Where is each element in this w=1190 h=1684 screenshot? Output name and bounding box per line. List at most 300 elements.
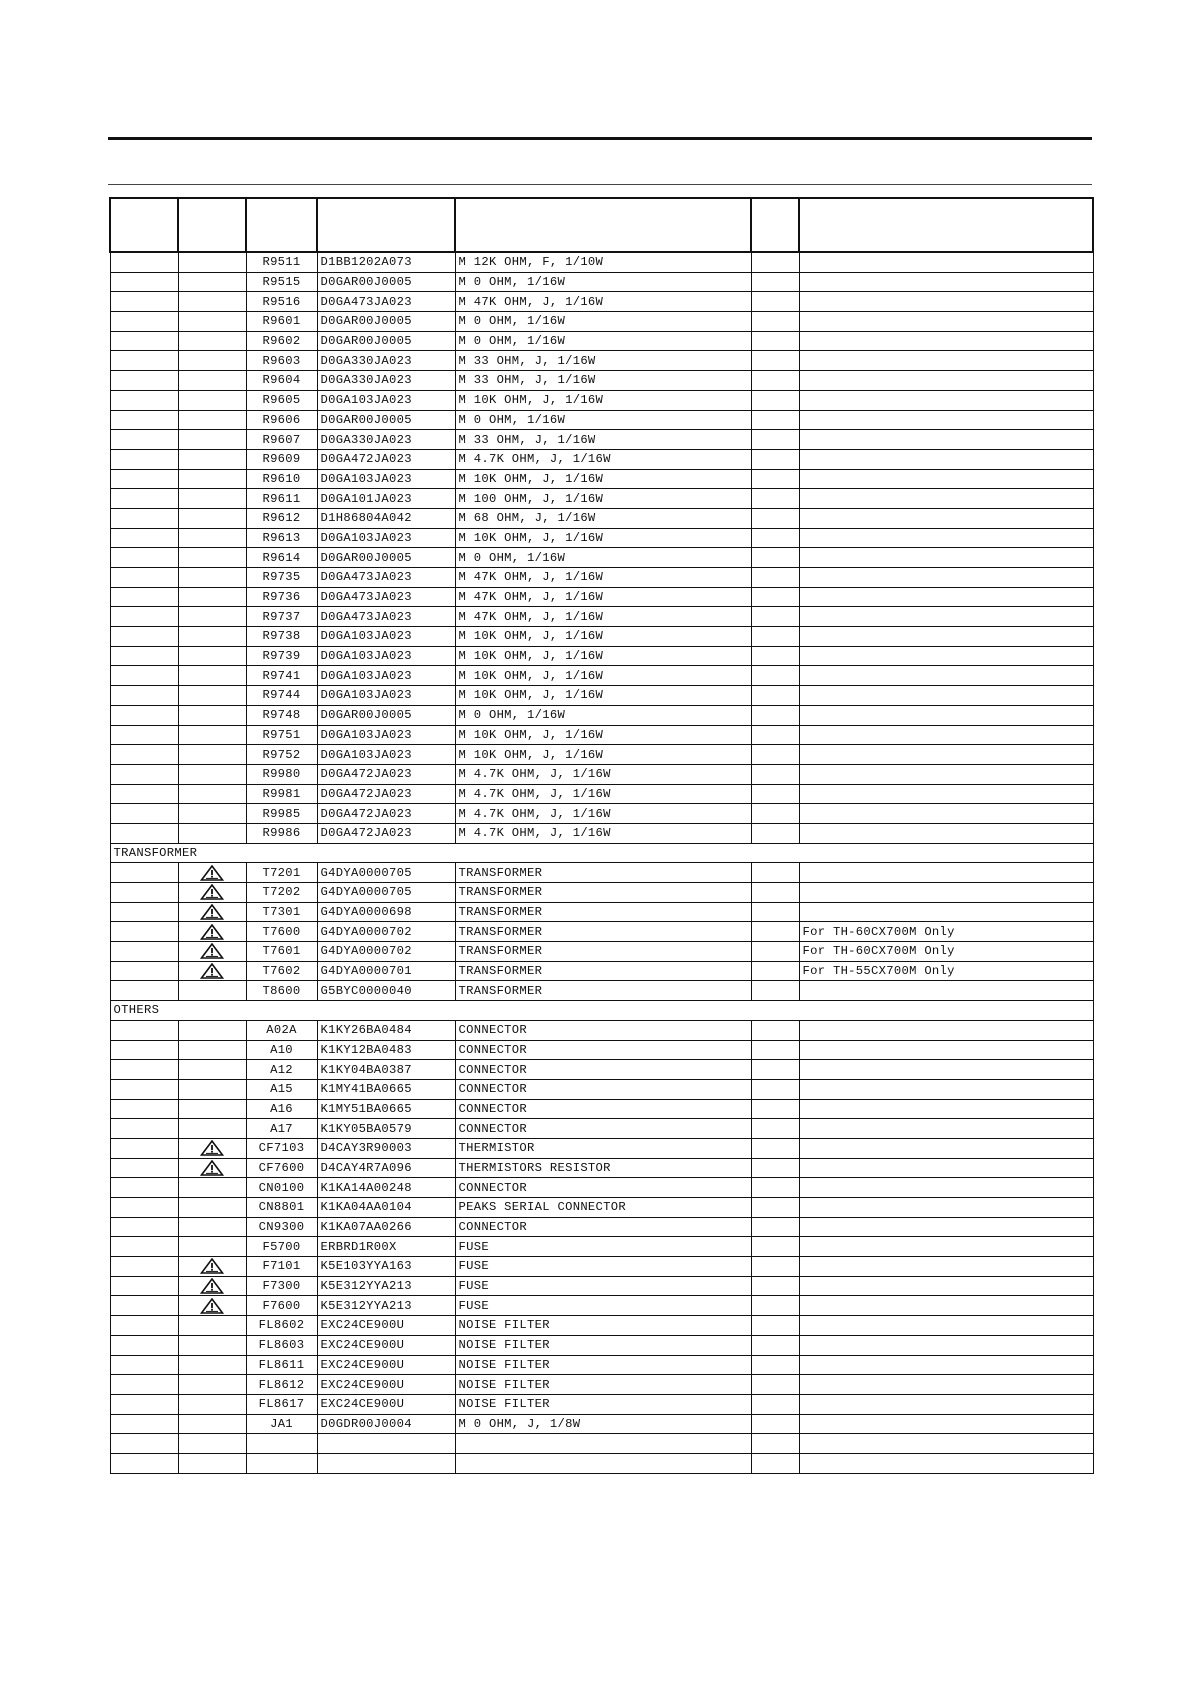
part-no-cell: D1H86804A042: [317, 508, 455, 528]
part-no-cell: D0GAR00J0005: [317, 312, 455, 332]
description-cell: CONNECTOR: [455, 1099, 751, 1119]
blank-cell: [246, 1453, 317, 1473]
safety-cell: [178, 607, 246, 627]
description-cell: NOISE FILTER: [455, 1375, 751, 1395]
change-cell: [110, 1060, 178, 1080]
ref-cell: A02A: [246, 1020, 317, 1040]
safety-cell: [178, 1158, 246, 1178]
ref-cell: F7101: [246, 1257, 317, 1277]
description-cell: TRANSFORMER: [455, 961, 751, 981]
ref-cell: T7600: [246, 922, 317, 942]
safety-cell: [178, 863, 246, 883]
remarks-cell: [799, 1178, 1093, 1198]
change-cell: [110, 1040, 178, 1060]
remarks-cell: [799, 568, 1093, 588]
change-cell: [110, 646, 178, 666]
safety-cell: [178, 922, 246, 942]
part-no-cell: D0GA103JA023: [317, 686, 455, 706]
qty-cell: [751, 1079, 799, 1099]
change-cell: [110, 1158, 178, 1178]
part-no-cell: K1MY41BA0665: [317, 1079, 455, 1099]
ref-cell: CN9300: [246, 1217, 317, 1237]
ref-cell: A12: [246, 1060, 317, 1080]
qty-cell: [751, 705, 799, 725]
remarks-cell: [799, 1296, 1093, 1316]
description-cell: M 0 OHM, J, 1/8W: [455, 1414, 751, 1434]
safety-cell: [178, 1099, 246, 1119]
safety-cell: [178, 764, 246, 784]
safety-cell: [178, 804, 246, 824]
safety-cell: [178, 528, 246, 548]
part-no-cell: D0GAR00J0005: [317, 705, 455, 725]
qty-cell: [751, 272, 799, 292]
table-row: [110, 430, 1093, 450]
qty-cell: [751, 469, 799, 489]
description-cell: NOISE FILTER: [455, 1316, 751, 1336]
remarks-cell: [799, 1040, 1093, 1060]
safety-cell: [178, 627, 246, 647]
description-cell: NOISE FILTER: [455, 1394, 751, 1414]
change-cell: [110, 1355, 178, 1375]
blank-cell: [455, 1434, 751, 1454]
blank-cell: [317, 1453, 455, 1473]
warning-triangle-icon: [200, 884, 224, 900]
qty-cell: [751, 607, 799, 627]
ref-cell: JA1: [246, 1414, 317, 1434]
remarks-cell: [799, 725, 1093, 745]
table-row: [110, 686, 1093, 706]
ref-cell: R9751: [246, 725, 317, 745]
qty-cell: [751, 1020, 799, 1040]
table-row: [110, 1178, 1093, 1198]
change-cell: [110, 981, 178, 1001]
description-cell: M 10K OHM, J, 1/16W: [455, 666, 751, 686]
table-row: [110, 981, 1093, 1001]
ref-cell: R9607: [246, 430, 317, 450]
qty-cell: [751, 548, 799, 568]
ref-cell: F5700: [246, 1237, 317, 1257]
table-row: [110, 568, 1093, 588]
description-cell: M 10K OHM, J, 1/16W: [455, 745, 751, 765]
part-no-cell: D0GA472JA023: [317, 764, 455, 784]
remarks-cell: [799, 902, 1093, 922]
remarks-cell: [799, 1138, 1093, 1158]
safety-cell: [178, 489, 246, 509]
change-cell: [110, 568, 178, 588]
safety-cell: [178, 725, 246, 745]
change-cell: [110, 331, 178, 351]
remarks-cell: [799, 449, 1093, 469]
qty-cell: [751, 312, 799, 332]
remarks-cell: [799, 1394, 1093, 1414]
safety-cell: [178, 430, 246, 450]
change-cell: [110, 804, 178, 824]
description-cell: FUSE: [455, 1276, 751, 1296]
description-cell: FUSE: [455, 1257, 751, 1277]
description-cell: M 47K OHM, J, 1/16W: [455, 568, 751, 588]
table-row: [110, 646, 1093, 666]
part-no-cell: K1KA07AA0266: [317, 1217, 455, 1237]
description-cell: M 0 OHM, 1/16W: [455, 272, 751, 292]
qty-cell: [751, 1237, 799, 1257]
remarks-cell: [799, 823, 1093, 843]
safety-cell: [178, 961, 246, 981]
header-cell-description: [455, 198, 751, 252]
part-no-cell: D0GA103JA023: [317, 646, 455, 666]
ref-cell: A15: [246, 1079, 317, 1099]
safety-cell: [178, 1178, 246, 1198]
ref-cell: CF7103: [246, 1138, 317, 1158]
safety-cell: [178, 587, 246, 607]
remarks-cell: [799, 1079, 1093, 1099]
table-row: [110, 1394, 1093, 1414]
blank-cell: [246, 1434, 317, 1454]
header-cell-part-no: [317, 198, 455, 252]
table-row: [110, 1355, 1093, 1375]
remarks-cell: [799, 1099, 1093, 1119]
remarks-cell: [799, 331, 1093, 351]
part-no-cell: EXC24CE900U: [317, 1375, 455, 1395]
safety-cell: [178, 1276, 246, 1296]
description-cell: M 12K OHM, F, 1/10W: [455, 252, 751, 272]
table-row: [110, 1257, 1093, 1277]
qty-cell: [751, 1394, 799, 1414]
part-no-cell: EXC24CE900U: [317, 1355, 455, 1375]
qty-cell: [751, 1296, 799, 1316]
table-row: [110, 1158, 1093, 1178]
table-row: [110, 883, 1093, 903]
qty-cell: [751, 1355, 799, 1375]
description-cell: M 4.7K OHM, J, 1/16W: [455, 784, 751, 804]
safety-cell: [178, 1198, 246, 1218]
change-cell: [110, 1375, 178, 1395]
part-no-cell: D4CAY3R90003: [317, 1138, 455, 1158]
description-cell: M 33 OHM, J, 1/16W: [455, 371, 751, 391]
part-no-cell: K1KY12BA0483: [317, 1040, 455, 1060]
description-cell: M 33 OHM, J, 1/16W: [455, 430, 751, 450]
safety-cell: [178, 548, 246, 568]
description-cell: M 10K OHM, J, 1/16W: [455, 390, 751, 410]
remarks-cell: For TH-60CX700M Only: [799, 922, 1093, 942]
ref-cell: FL8611: [246, 1355, 317, 1375]
change-cell: [110, 1257, 178, 1277]
change-cell: [110, 292, 178, 312]
table-row: [110, 784, 1093, 804]
change-cell: [110, 1198, 178, 1218]
change-cell: [110, 745, 178, 765]
remarks-cell: [799, 312, 1093, 332]
ref-cell: R9602: [246, 331, 317, 351]
qty-cell: [751, 902, 799, 922]
qty-cell: [751, 1335, 799, 1355]
ref-cell: R9986: [246, 823, 317, 843]
change-cell: [110, 1414, 178, 1434]
qty-cell: [751, 1099, 799, 1119]
qty-cell: [751, 764, 799, 784]
ref-cell: R9980: [246, 764, 317, 784]
change-cell: [110, 725, 178, 745]
blank-cell: [455, 1453, 751, 1473]
safety-cell: [178, 1296, 246, 1316]
qty-cell: [751, 686, 799, 706]
change-cell: [110, 902, 178, 922]
table-row: [110, 351, 1093, 371]
safety-cell: [178, 371, 246, 391]
part-no-cell: G5BYC0000040: [317, 981, 455, 1001]
ref-cell: R9606: [246, 410, 317, 430]
qty-cell: [751, 331, 799, 351]
description-cell: M 0 OHM, 1/16W: [455, 548, 751, 568]
table-row: [110, 1020, 1093, 1040]
table-row: [110, 292, 1093, 312]
warning-triangle-icon: [200, 1160, 224, 1176]
description-cell: M 47K OHM, J, 1/16W: [455, 292, 751, 312]
description-cell: FUSE: [455, 1237, 751, 1257]
part-no-cell: K5E312YYA213: [317, 1296, 455, 1316]
description-cell: CONNECTOR: [455, 1119, 751, 1139]
remarks-cell: [799, 883, 1093, 903]
description-cell: M 10K OHM, J, 1/16W: [455, 725, 751, 745]
remarks-cell: [799, 1375, 1093, 1395]
table-row: [110, 705, 1093, 725]
part-no-cell: D0GAR00J0005: [317, 548, 455, 568]
table-row: [110, 252, 1093, 272]
part-no-cell: D0GAR00J0005: [317, 331, 455, 351]
ref-cell: R9511: [246, 252, 317, 272]
remarks-cell: [799, 430, 1093, 450]
qty-cell: [751, 1178, 799, 1198]
qty-cell: [751, 745, 799, 765]
ref-cell: R9735: [246, 568, 317, 588]
table-row: [110, 371, 1093, 391]
warning-triangle-icon: [200, 924, 224, 940]
remarks-cell: [799, 745, 1093, 765]
remarks-cell: [799, 272, 1093, 292]
header-cell-ref: [246, 198, 317, 252]
remarks-cell: For TH-55CX700M Only: [799, 961, 1093, 981]
ref-cell: T7202: [246, 883, 317, 903]
description-cell: CONNECTOR: [455, 1020, 751, 1040]
table-row: [110, 1237, 1093, 1257]
table-header-row: [110, 198, 1093, 252]
description-cell: CONNECTOR: [455, 1217, 751, 1237]
remarks-cell: [799, 371, 1093, 391]
description-cell: THERMISTOR: [455, 1138, 751, 1158]
blank-cell: [110, 1453, 178, 1473]
description-cell: FUSE: [455, 1296, 751, 1316]
ref-cell: FL8603: [246, 1335, 317, 1355]
safety-cell: [178, 686, 246, 706]
qty-cell: [751, 449, 799, 469]
part-no-cell: ERBRD1R00X: [317, 1237, 455, 1257]
ref-cell: R9736: [246, 587, 317, 607]
qty-cell: [751, 1138, 799, 1158]
remarks-cell: [799, 686, 1093, 706]
remarks-cell: [799, 587, 1093, 607]
remarks-cell: [799, 1335, 1093, 1355]
ref-cell: A10: [246, 1040, 317, 1060]
change-cell: [110, 252, 178, 272]
header-cell-change: [110, 198, 178, 252]
safety-cell: [178, 1217, 246, 1237]
table-row: [110, 1079, 1093, 1099]
warning-triangle-icon: [200, 1140, 224, 1156]
table-row: [110, 489, 1093, 509]
header-cell-remarks: [799, 198, 1093, 252]
remarks-cell: [799, 1355, 1093, 1375]
blank-cell: [317, 1434, 455, 1454]
change-cell: [110, 430, 178, 450]
ref-cell: R9603: [246, 351, 317, 371]
ref-cell: A17: [246, 1119, 317, 1139]
change-cell: [110, 548, 178, 568]
header-rule: [108, 184, 1092, 185]
blank-cell: [799, 1453, 1093, 1473]
qty-cell: [751, 1414, 799, 1434]
ref-cell: R9604: [246, 371, 317, 391]
part-no-cell: D0GA103JA023: [317, 725, 455, 745]
remarks-cell: For TH-60CX700M Only: [799, 942, 1093, 962]
remarks-cell: [799, 1119, 1093, 1139]
section-row: [110, 843, 1093, 863]
change-cell: [110, 469, 178, 489]
description-cell: TRANSFORMER: [455, 883, 751, 903]
ref-cell: R9748: [246, 705, 317, 725]
qty-cell: [751, 508, 799, 528]
description-cell: M 10K OHM, J, 1/16W: [455, 646, 751, 666]
ref-cell: R9516: [246, 292, 317, 312]
section-label: OTHERS: [110, 1001, 1093, 1021]
ref-cell: R9737: [246, 607, 317, 627]
warning-triangle-icon: [200, 1298, 224, 1314]
part-no-cell: D4CAY4R7A096: [317, 1158, 455, 1178]
qty-cell: [751, 961, 799, 981]
safety-cell: [178, 312, 246, 332]
table-row: [110, 607, 1093, 627]
description-cell: M 10K OHM, J, 1/16W: [455, 627, 751, 647]
description-cell: M 68 OHM, J, 1/16W: [455, 508, 751, 528]
part-no-cell: D0GA103JA023: [317, 390, 455, 410]
change-cell: [110, 1394, 178, 1414]
remarks-cell: [799, 489, 1093, 509]
safety-cell: [178, 646, 246, 666]
part-no-cell: D0GA473JA023: [317, 568, 455, 588]
description-cell: M 0 OHM, 1/16W: [455, 410, 751, 430]
safety-cell: [178, 745, 246, 765]
table-row: [110, 922, 1093, 942]
safety-cell: [178, 1119, 246, 1139]
table-row: [110, 331, 1093, 351]
ref-cell: R9612: [246, 508, 317, 528]
table-row: [110, 508, 1093, 528]
qty-cell: [751, 863, 799, 883]
table-row: [110, 1276, 1093, 1296]
part-no-cell: D0GAR00J0005: [317, 410, 455, 430]
ref-cell: T7601: [246, 942, 317, 962]
ref-cell: R9605: [246, 390, 317, 410]
change-cell: [110, 922, 178, 942]
warning-triangle-icon: [200, 1278, 224, 1294]
qty-cell: [751, 489, 799, 509]
qty-cell: [751, 390, 799, 410]
warning-triangle-icon: [200, 943, 224, 959]
ref-cell: R9610: [246, 469, 317, 489]
description-cell: M 10K OHM, J, 1/16W: [455, 686, 751, 706]
change-cell: [110, 1316, 178, 1336]
ref-cell: R9614: [246, 548, 317, 568]
description-cell: TRANSFORMER: [455, 942, 751, 962]
part-no-cell: EXC24CE900U: [317, 1316, 455, 1336]
description-cell: CONNECTOR: [455, 1178, 751, 1198]
part-no-cell: D0GA330JA023: [317, 430, 455, 450]
safety-cell: [178, 705, 246, 725]
table-row: [110, 725, 1093, 745]
parts-list-table: [109, 197, 1094, 1474]
safety-cell: [178, 252, 246, 272]
change-cell: [110, 883, 178, 903]
part-no-cell: D0GA473JA023: [317, 292, 455, 312]
description-cell: M 0 OHM, 1/16W: [455, 705, 751, 725]
description-cell: CONNECTOR: [455, 1060, 751, 1080]
part-no-cell: D0GA472JA023: [317, 784, 455, 804]
table-row: [110, 804, 1093, 824]
ref-cell: CN8801: [246, 1198, 317, 1218]
remarks-cell: [799, 1257, 1093, 1277]
remarks-cell: [799, 784, 1093, 804]
remarks-cell: [799, 1060, 1093, 1080]
remarks-cell: [799, 252, 1093, 272]
change-cell: [110, 686, 178, 706]
ref-cell: R9611: [246, 489, 317, 509]
ref-cell: R9744: [246, 686, 317, 706]
safety-cell: [178, 823, 246, 843]
ref-cell: R9613: [246, 528, 317, 548]
ref-cell: CF7600: [246, 1158, 317, 1178]
part-no-cell: G4DYA0000698: [317, 902, 455, 922]
remarks-cell: [799, 981, 1093, 1001]
remarks-cell: [799, 1198, 1093, 1218]
table-row: [110, 823, 1093, 843]
ref-cell: R9739: [246, 646, 317, 666]
table-row: [110, 764, 1093, 784]
part-no-cell: D0GA330JA023: [317, 351, 455, 371]
change-cell: [110, 1217, 178, 1237]
change-cell: [110, 1079, 178, 1099]
description-cell: NOISE FILTER: [455, 1335, 751, 1355]
part-no-cell: K1KY05BA0579: [317, 1119, 455, 1139]
change-cell: [110, 351, 178, 371]
table-row: [110, 1099, 1093, 1119]
qty-cell: [751, 351, 799, 371]
table-row: [110, 1060, 1093, 1080]
qty-cell: [751, 1375, 799, 1395]
qty-cell: [751, 371, 799, 391]
ref-cell: T8600: [246, 981, 317, 1001]
safety-cell: [178, 1335, 246, 1355]
warning-triangle-icon: [200, 963, 224, 979]
description-cell: TRANSFORMER: [455, 922, 751, 942]
remarks-cell: [799, 1217, 1093, 1237]
qty-cell: [751, 292, 799, 312]
change-cell: [110, 371, 178, 391]
part-no-cell: D0GAR00J0005: [317, 272, 455, 292]
ref-cell: A16: [246, 1099, 317, 1119]
safety-cell: [178, 981, 246, 1001]
part-no-cell: G4DYA0000701: [317, 961, 455, 981]
remarks-cell: [799, 666, 1093, 686]
qty-cell: [751, 568, 799, 588]
table-row: [110, 1335, 1093, 1355]
